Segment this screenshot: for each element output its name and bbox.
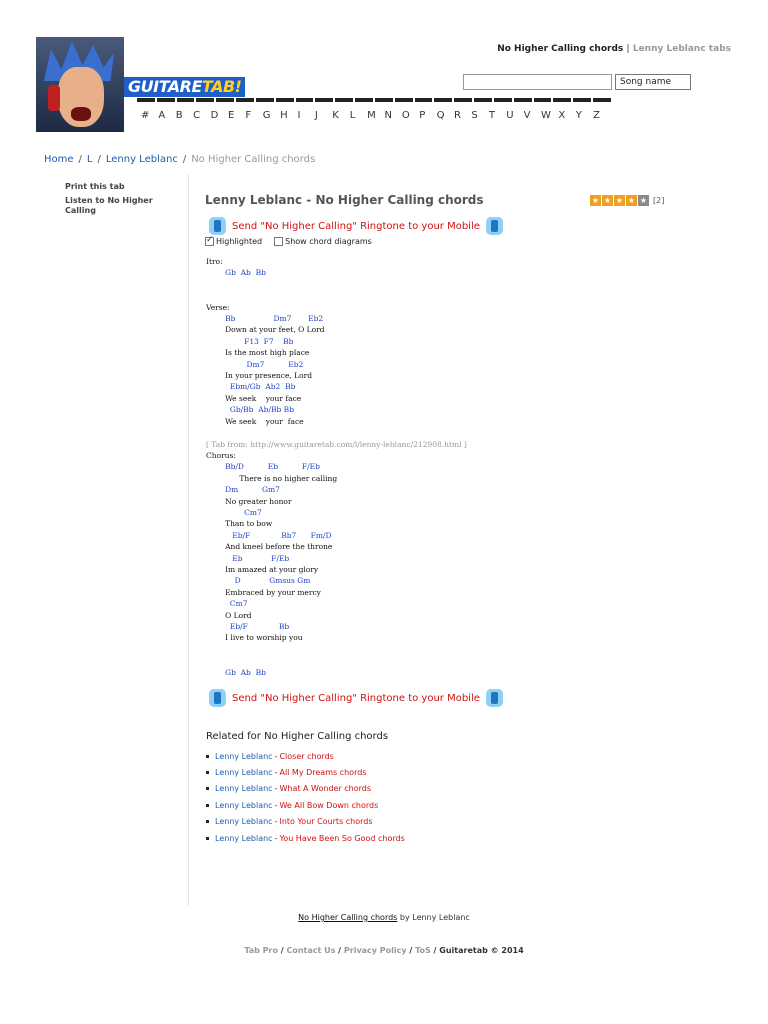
alpha-link-r[interactable]: R	[454, 110, 461, 121]
dash-segment	[256, 98, 274, 102]
print-tab-link[interactable]: Print this tab	[65, 182, 125, 191]
breadcrumb	[44, 154, 315, 165]
lyric-line: No greater honor	[225, 496, 292, 506]
alpha-link-w[interactable]: W	[540, 110, 551, 121]
alpha-link-q[interactable]: Q	[436, 110, 445, 121]
brand-wordmark[interactable]	[124, 77, 245, 97]
star-icon[interactable]: ★	[627, 196, 636, 205]
alpha-link-k[interactable]: K	[332, 110, 339, 121]
star-icon[interactable]: ★	[603, 196, 612, 205]
search-input[interactable]	[463, 74, 612, 90]
dash-segment	[236, 98, 254, 102]
footer-separator: /	[335, 946, 344, 955]
related-item	[206, 748, 405, 764]
related-song-link[interactable]: You Have Been So Good chords	[279, 833, 405, 843]
related-artist-link[interactable]: Lenny Leblanc	[215, 784, 273, 794]
phone-icon	[486, 689, 503, 707]
chord-line: Dm Gm7	[225, 485, 280, 495]
dash-segment	[454, 98, 472, 102]
rating-count: [2]	[653, 196, 665, 205]
related-list	[206, 748, 405, 846]
ringtone-link[interactable]: Send "No Higher Calling" Ringtone to your Mobile	[232, 220, 480, 232]
dash-segment	[276, 98, 294, 102]
alpha-link-j[interactable]: J	[314, 110, 318, 121]
chord-line: Bb/D Eb F/Eb	[225, 462, 320, 472]
footer-link[interactable]: Privacy Policy	[343, 946, 407, 955]
related-item	[206, 781, 405, 797]
chord-line: Bb Dm7 Eb2	[225, 314, 324, 324]
lyric-line: O Lord	[225, 610, 252, 620]
ringtone-banner-top[interactable]	[209, 217, 503, 235]
related-song-link[interactable]: What A Wonder chords	[279, 784, 372, 794]
footer-link[interactable]: ToS	[415, 946, 431, 955]
copyright: Guitaretab © 2014	[439, 946, 524, 955]
alpha-link-z[interactable]: Z	[593, 110, 601, 121]
star-icon[interactable]: ★	[615, 196, 624, 205]
dash-segment	[355, 98, 373, 102]
highlighted-checkbox[interactable]	[205, 237, 214, 246]
artist-tabs-link[interactable]: Lenny Leblanc tabs	[632, 44, 731, 54]
alpha-link-e[interactable]: E	[227, 110, 235, 121]
dash-segment	[415, 98, 433, 102]
site-logo[interactable]	[36, 37, 124, 132]
top-separator: |	[626, 44, 630, 54]
lyric-line: And kneel before the throne	[225, 542, 333, 552]
chord-line: Gb Ab Bb	[225, 268, 266, 278]
display-options	[205, 237, 384, 246]
related-dash: -	[274, 784, 278, 794]
chord-line: D Gmsus Gm	[234, 576, 311, 586]
related-artist-link[interactable]: Lenny Leblanc	[215, 817, 273, 827]
alpha-link-m[interactable]: M	[367, 110, 376, 121]
brand-main: GUITARE	[128, 77, 202, 96]
star-icon[interactable]: ★	[591, 196, 600, 205]
chord-line: Eb/F Bb7 Fm/D	[232, 530, 332, 540]
breadcrumb-artist[interactable]: Lenny Leblanc	[105, 154, 178, 165]
dash-segment	[216, 98, 234, 102]
ringtone-banner-bottom[interactable]	[209, 689, 503, 707]
phone-icon	[209, 217, 226, 235]
related-item	[206, 814, 405, 830]
related-song-link[interactable]: Into Your Courts chords	[279, 817, 373, 827]
lyric-line: Embraced by your mercy	[225, 587, 321, 597]
chord-line: Dm7 Eb2	[246, 359, 304, 369]
alpha-link-y[interactable]: Y	[575, 110, 582, 121]
alpha-link-f[interactable]: F	[245, 110, 252, 121]
related-dash: -	[274, 817, 278, 827]
alpha-link-hash[interactable]: #	[141, 110, 150, 121]
lyric-line: There is no higher calling	[239, 473, 338, 483]
lyric-line: Im amazed at your glory	[225, 564, 319, 574]
footer-link[interactable]: Tab Pro	[244, 946, 278, 955]
dash-segment	[296, 98, 314, 102]
alpha-link-p[interactable]: P	[419, 110, 426, 121]
alpha-link-d[interactable]: D	[210, 110, 219, 121]
lyric-line: In your presence, Lord	[225, 371, 313, 381]
lyric-line: Verse:	[206, 302, 230, 312]
alpha-link-c[interactable]: C	[193, 110, 201, 121]
lyric-line: Down at your feet, O Lord	[225, 325, 325, 335]
alpha-link-b[interactable]: B	[175, 110, 183, 121]
alpha-link-h[interactable]: H	[280, 110, 288, 121]
tab-content	[206, 256, 467, 678]
related-title: Related for No Higher Calling chords	[206, 731, 389, 742]
lyric-line: Is the most high place	[225, 348, 310, 358]
related-song-link[interactable]: Closer chords	[279, 751, 334, 761]
alpha-link-u[interactable]: U	[506, 110, 514, 121]
related-item	[206, 830, 405, 846]
page-title: Lenny Leblanc - No Higher Calling chords	[205, 193, 484, 207]
alpha-link-t[interactable]: T	[488, 110, 495, 121]
related-dash: -	[274, 800, 278, 810]
dash-segment	[434, 98, 452, 102]
dash-segment	[534, 98, 552, 102]
top-song-title: No Higher Calling chords	[497, 44, 624, 54]
phone-icon	[486, 217, 503, 235]
related-dash: -	[274, 751, 278, 761]
logo-headphone-icon	[48, 85, 60, 111]
chord-line: Eb/F Bb	[229, 622, 290, 631]
related-artist-link[interactable]: Lenny Leblanc	[215, 751, 273, 761]
chord-line: Gb Ab Bb	[206, 667, 266, 677]
alpha-link-g[interactable]: G	[262, 110, 271, 121]
highlighted-label: Highlighted	[216, 237, 263, 246]
footer-song-credit	[0, 913, 768, 922]
dash-segment	[553, 98, 571, 102]
song-name-search-button[interactable]: Song name	[615, 74, 691, 90]
related-dash: -	[274, 768, 278, 778]
dash-segment	[315, 98, 333, 102]
alpha-link-o[interactable]: O	[401, 110, 410, 121]
related-dash: -	[274, 833, 278, 843]
alphabet-nav	[141, 110, 611, 121]
footer-separator: /	[277, 946, 287, 955]
top-title	[497, 44, 731, 54]
alpha-link-i[interactable]: I	[297, 110, 301, 121]
chord-line: F13 F7 Bb	[244, 336, 294, 346]
listen-link[interactable]: Listen to No Higher Calling	[65, 196, 153, 215]
lyric-line: Itro:	[206, 257, 223, 266]
breadcrumb-home[interactable]: Home	[44, 154, 74, 165]
chord-diagrams-checkbox[interactable]	[274, 237, 283, 246]
phone-icon	[209, 689, 226, 707]
lyric-line: Chorus:	[206, 450, 236, 460]
dash-segment	[335, 98, 353, 102]
alpha-link-n[interactable]: N	[384, 110, 392, 121]
alpha-link-l[interactable]: L	[349, 110, 356, 121]
dash-segment	[593, 98, 611, 102]
related-artist-link[interactable]: Lenny Leblanc	[215, 800, 273, 810]
chord-line: Cm7	[244, 507, 262, 517]
footer-separator: /	[430, 946, 440, 955]
alpha-link-x[interactable]: X	[558, 110, 566, 121]
dash-segment	[573, 98, 591, 102]
footer-by: by Lenny Leblanc	[399, 913, 470, 922]
footer-song-link[interactable]: No Higher Calling chords	[298, 913, 398, 922]
ringtone-link[interactable]: Send "No Higher Calling" Ringtone to your Mobile	[232, 692, 480, 704]
dash-segment	[177, 98, 195, 102]
chord-line: Eb F/Eb	[232, 553, 290, 563]
dash-segment	[157, 98, 175, 102]
related-song-link[interactable]: All My Dreams chords	[279, 768, 367, 778]
footer-separator: /	[406, 946, 416, 955]
chord-line: Gb/Bb Ab/Bb Bb	[229, 405, 294, 415]
breadcrumb-separator: /	[97, 154, 101, 165]
dash-segment	[137, 98, 155, 102]
related-song-link[interactable]: We All Bow Down chords	[279, 800, 379, 810]
footer-links	[0, 946, 768, 955]
lyric-line: I live to worship you	[225, 633, 303, 643]
chord-line: Cm7	[229, 599, 248, 609]
tab-source-line: [ Tab from: http://www.guitaretab.com/l/lenny-leblanc/212908.html ]	[206, 439, 467, 449]
chord-diagrams-label: Show chord diagrams	[285, 237, 372, 246]
dash-segment	[395, 98, 413, 102]
chord-line: Ebm/Gb Ab2 Bb	[229, 382, 296, 392]
breadcrumb-separator: /	[78, 154, 82, 165]
related-item	[206, 764, 405, 780]
alpha-link-v[interactable]: V	[523, 110, 531, 121]
dash-segment	[514, 98, 532, 102]
related-artist-link[interactable]: Lenny Leblanc	[215, 768, 273, 778]
rating[interactable]	[590, 195, 664, 206]
related-artist-link[interactable]: Lenny Leblanc	[215, 833, 273, 843]
decorative-dash-bar	[137, 98, 611, 104]
lyric-line: We seek your face	[225, 393, 302, 403]
dash-segment	[196, 98, 214, 102]
dash-segment	[375, 98, 393, 102]
sidebar-divider	[188, 174, 189, 906]
footer-link[interactable]: Contact Us	[286, 946, 336, 955]
related-item	[206, 797, 405, 813]
breadcrumb-separator: /	[182, 154, 187, 165]
sidebar	[65, 182, 175, 220]
logo-mouth	[71, 107, 91, 121]
breadcrumb-letter[interactable]: L	[86, 154, 93, 165]
lyric-line: We seek your face	[225, 416, 304, 426]
brand-accent: TAB!	[201, 77, 242, 96]
star-icon[interactable]: ★	[639, 196, 648, 205]
dash-segment	[494, 98, 512, 102]
alpha-link-s[interactable]: S	[471, 110, 478, 121]
dash-segment	[474, 98, 492, 102]
alpha-link-a[interactable]: A	[158, 110, 166, 121]
breadcrumb-current: No Higher Calling chords	[191, 154, 316, 165]
lyric-line: Than to bow	[225, 519, 273, 529]
